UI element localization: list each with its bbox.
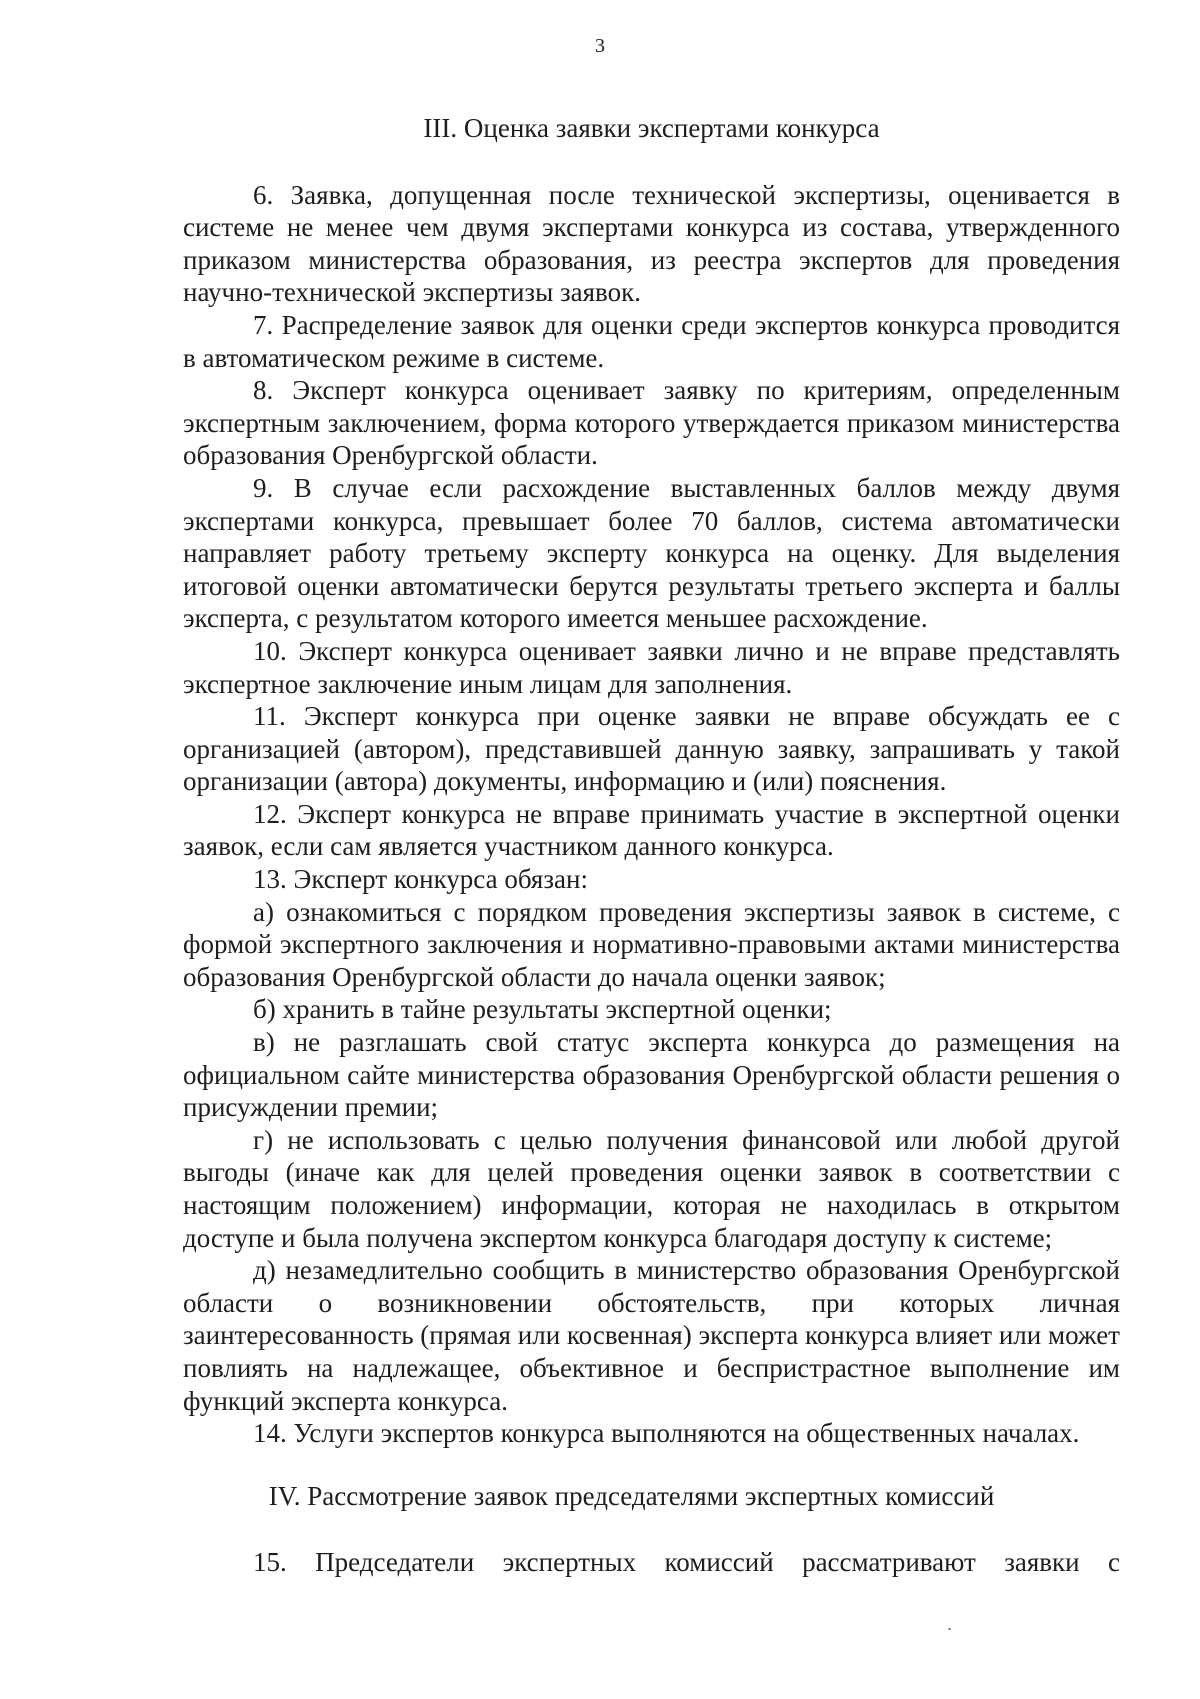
paragraph-12: 12. Эксперт конкурса не вправе принимать участие в экспертной оценки заявок, если сам является участником данного конкурса. <box>183 798 1120 862</box>
scan-artifact <box>948 1628 951 1630</box>
document-body <box>183 112 1120 1579</box>
paragraph-11: 11. Эксперт конкурса при оценке заявки не вправе обсуждать ее с организацией (автором), представившей данную заявку, запрашивать у такой организации (автора) документы, информацию и (или) пояснения. <box>183 701 1120 797</box>
paragraph-13: 13. Эксперт конкурса обязан: <box>253 864 588 895</box>
paragraph-7: 7. Распределение заявок для оценки среди экспертов конкурса проводится в автоматическом режиме в системе. <box>183 309 1120 373</box>
paragraph-9: 9. В случае если расхождение выставленных баллов между двумя экспертами конкурса, превышает более 70 баллов, система автоматически направляет работу третьему эксперту конкурса на оценку. Для выделения итоговой оценки автоматически берутся результаты третьего эксперта и баллы эксперта, с результатом которого имеется меньшее расхождение. <box>183 472 1120 634</box>
page-number: 3 <box>595 35 605 57</box>
paragraph-13-b: б) хранить в тайне результаты экспертной оценки; <box>253 994 832 1025</box>
paragraph-6: 6. Заявка, допущенная после технической экспертизы, оценивается в системе не менее чем двумя экспертами конкурса из состава, утвержденного приказом министерства образования, из реестра экспертов для проведения научно-технической экспертизы заявок. <box>183 179 1120 308</box>
paragraph-8: 8. Эксперт конкурса оценивает заявку по критериям, определенным экспертным заключением, форма которого утверждается приказом министерства образования Оренбургской области. <box>183 375 1120 471</box>
paragraph-13-a: а) ознакомиться с порядком проведения экспертизы заявок в системе, с формой экспертного заключения и нормативно-правовыми актами министерства образования Оренбургской области до начала оценки заявок; <box>183 896 1120 992</box>
paragraph-10: 10. Эксперт конкурса оценивает заявки лично и не вправе представлять экспертное заключение иным лицам для заполнения. <box>183 635 1120 699</box>
paragraph-13-v: в) не разглашать свой статус эксперта конкурса до размещения на официальном сайте министерства образования Оренбургской области решения о присуждении премии; <box>183 1027 1120 1123</box>
paragraph-15: 15. Председатели экспертных комиссий рассматривают заявки с <box>253 1547 1120 1578</box>
section-heading-4: IV. Рассмотрение заявок председателями экспертных комиссий <box>268 1480 995 1511</box>
paragraph-13-d: д) незамедлительно сообщить в министерство образования Оренбургской области о возникновении обстоятельств, при которых личная заинтересованность (прямая или косвенная) эксперта конкурса влияет или может повлиять на надлежащее, объективное и беспристрастное выполнение им функций эксперта конкурса. <box>183 1255 1120 1416</box>
paragraph-14: 14. Услуги экспертов конкурса выполняются на общественных началах. <box>253 1418 1080 1449</box>
section-heading-3: III. Оценка заявки экспертами конкурса <box>423 113 880 143</box>
paragraph-13-g: г) не использовать с целью получения финансовой или любой другой выгоды (иначе как для целей проведения оценки заявок в соответствии с настоящим положением) информации, которая не находилась в открытом доступе и была получена экспертом конкурса благодаря доступу к системе; <box>183 1124 1120 1253</box>
